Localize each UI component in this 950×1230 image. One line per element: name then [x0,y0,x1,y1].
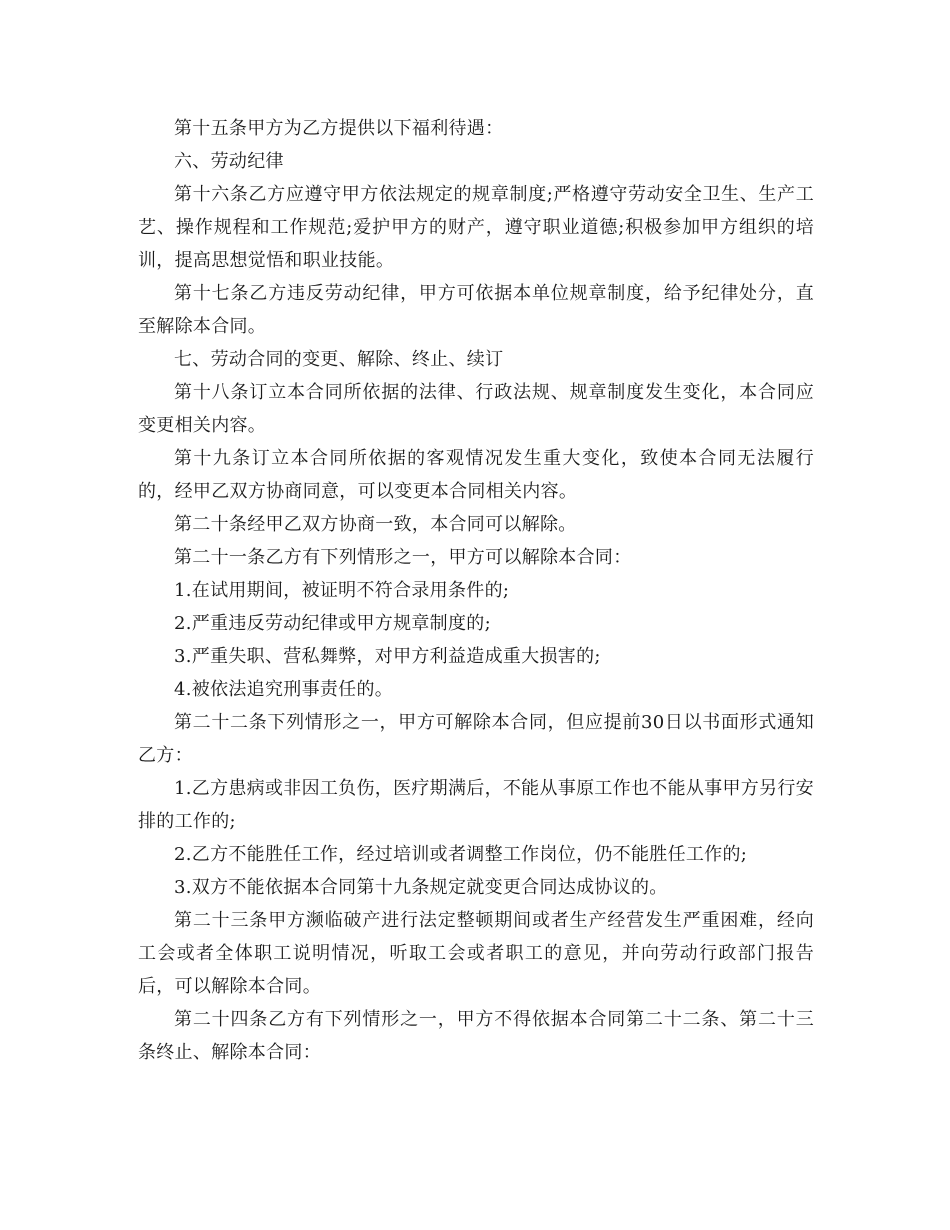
paragraph-article-20: 第二十条经甲乙双方协商一致，本合同可以解除。 [174,514,577,535]
paragraph-article-23: 第二十三条甲方濒临破产进行法定整顿期间或者生产经营发生严重困难，经向工会或者全体职工说明情况，听取工会或者职工的意见，并向劳动行政部门报告后，可以解除本合同。 [138,910,814,997]
list-item-21-2: 2.严重违反劳动纪律或甲方规章制度的; [174,613,491,634]
list-item-21-4: 4.被依法追究刑事责任的。 [174,679,394,700]
paragraph-article-22: 第二十二条下列情形之一，甲方可解除本合同，但应提前30日以书面形式通知乙方： [138,712,814,766]
list-item-22-3: 3.双方不能依据本合同第十九条规定就变更合同达成协议的。 [174,877,668,898]
paragraph-article-19: 第十九条订立本合同所依据的客观情况发生重大变化，致使本合同无法履行的，经甲乙双方协商同意，可以变更本合同相关内容。 [138,448,814,502]
section-heading-contract-changes: 七、劳动合同的变更、解除、终止、续订 [174,349,504,370]
paragraph-article-24: 第二十四条乙方有下列情形之一，甲方不得依据本合同第二十二条、第二十三条终止、解除本合同： [138,1009,814,1063]
paragraph-article-17: 第十七条乙方违反劳动纪律，甲方可依据本单位规章制度，给予纪律处分，直至解除本合同。 [138,283,814,337]
list-item-21-1: 1.在试用期间，被证明不符合录用条件的; [174,580,510,601]
paragraph-article-15: 第十五条甲方为乙方提供以下福利待遇： [174,118,504,139]
paragraph-article-18: 第十八条订立本合同所依据的法律、行政法规、规章制度发生变化，本合同应变更相关内容。 [138,382,814,436]
list-item-22-1: 1.乙方患病或非因工负伤，医疗期满后，不能从事原工作也不能从事甲方另行安排的工作的; [138,778,814,832]
paragraph-article-16: 第十六条乙方应遵守甲方依法规定的规章制度;严格遵守劳动安全卫生、生产工艺、操作规程和工作规范;爱护甲方的财产，遵守职业道德;积极参加甲方组织的培训，提高思想觉悟和职业技能。 [138,184,814,271]
list-item-21-3: 3.严重失职、营私舞弊，对甲方利益造成重大损害的; [174,646,601,667]
paragraph-article-21: 第二十一条乙方有下列情形之一，甲方可以解除本合同： [174,547,632,568]
section-heading-labor-discipline: 六、劳动纪律 [174,151,284,172]
document-body [138,112,814,1069]
list-item-22-2: 2.乙方不能胜任工作，经过培训或者调整工作岗位，仍不能胜任工作的; [174,844,748,865]
